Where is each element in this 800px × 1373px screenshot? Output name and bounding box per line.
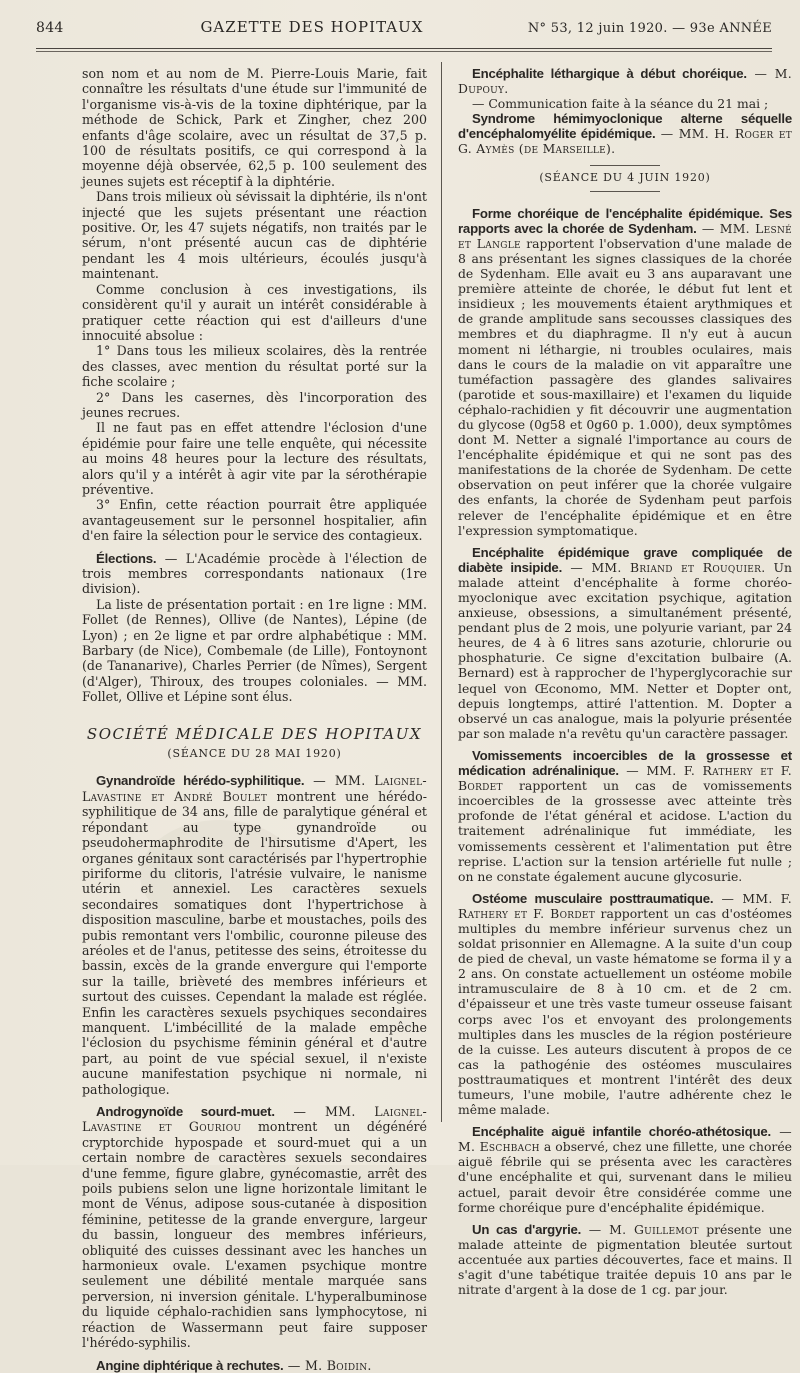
paragraph: Il ne faut pas en effet attendre l'éclosion d'une épidémie pour faire une telle enquête, qui nécessite au moins 48 heures pour la lecture des résultats, alors qu'il y a intérêt à agir vite par la sérothérapie préventive. — [82, 420, 427, 497]
article-forme-choreique — [458, 206, 792, 538]
column-divider — [441, 62, 442, 1122]
spacer — [458, 1117, 792, 1124]
article-gynandroide — [82, 773, 427, 1097]
article-text: présente une malade atteinte de pigmentation bleutée surtout accentuée aux parties découvertes, face et mains. Il s'agit d'une tabétique traitée depuis 10 ans par le nitrate d'argent à la dose de 1 cg. par jour. — [458, 1221, 792, 1298]
article-text: Un malade atteint d'encéphalite à forme choréo-myoclonique avec excitation psychique, agitation anxieuse, obsessions, a simultanément présenté, pendant plus de 2 mois, une polyurie variant, par 24 heures, de 4 à 6 litres sans azoturie, chlorurie ou phosphaturie. Ce signe d'excitation bulbaire (A. Bernard) est à rapprocher de l'hyperglycorachie sur lequel von Œconomo, MM. Netter et Dopter ont, depuis longtemps, attiré l'attention. M. Dopter a observé un cas analogue, mais la polyurie présentée par son malade n'a revêtu qu'un caractère passager. — [458, 559, 792, 741]
spacer — [82, 1351, 427, 1358]
article-text: rapportent un cas de vomissements incoercibles de la grossesse avec atteinte très profonde de l'état général et acidose. L'action du traitement adrénalinique fut immédiate, les vomissements cessèrent et l'alimentation put être reprise. L'action sur la tension artérielle fut nulle ; on ne constate également aucune glycosurie. — [458, 778, 792, 884]
article-heading: Vomissements incoercibles de la grossesse et médication adrénalinique. — [458, 747, 792, 779]
article-authors: — MM. H. Roger et G. Aymès (de Marseille). — [458, 126, 792, 157]
article-heading: Angine diphtérique à rechutes. — [96, 1357, 284, 1373]
paragraph: 1° Dans tous les milieux scolaires, dès la rentrée des classes, avec mention du résultat porté sur la fiche scolaire ; — [82, 343, 427, 390]
article-authors: — MM. Briand et Rouquier. — [562, 559, 766, 575]
paragraph: Dans trois milieux où sévissait la diphtérie, ils n'ont injecté que les sujets présentant une réaction positive. Or, les 47 sujets négatifs, non traités par le sérum, n'ont présenté aucun cas de diphtérie pendant les 4 mois ultérieurs, écoulés jusqu'à maintenant. — [82, 189, 427, 282]
header-rule — [36, 48, 772, 49]
article-authors: — M. Eschbach — [458, 1124, 792, 1155]
journal-title: GAZETTE DES HOPITAUX — [200, 18, 424, 36]
article-encephalite-grave — [458, 545, 792, 741]
page-number: 844 — [36, 20, 64, 36]
spacer — [82, 1097, 427, 1104]
paragraph: son nom et au nom de M. Pierre-Louis Marie, fait connaître les résultats d'une étude sur l'immunité de l'organisme vis-à-vis de la toxine diphtérique, par la méthode de Schick, Park et Zingher, chez 200 enfants d'âge scolaire, avec un résultat de 37,5 p. 100 de résultats positifs, ce qui correspond à la moyenne déjà observée, 62,5 p. 100 seulement des jeunes sujets est réceptif à la diphtérie. — [82, 66, 427, 189]
article-text: rapportent un cas d'ostéomes multiples du membre inférieur survenus chez un soldat prisonnier en Allemagne. A la suite d'un coup de pied de cheval, un vaste hématome se forma il y a 2 ans. On constate actuellement un ostéome mobile intramusculaire de 8 à 10 cm. et de 2 cm. d'épaisseur et une très vaste tumeur osseuse faisant corps avec l'os et envoyant des prolongements multiples dans les muscles de la région postérieure de la cuisse. Les auteurs discutent à propos de ce cas la pathogénie des ostéomes musculaires posttraumatiques et montrent l'intérêt des deux tumeurs, l'une mobile, l'autre adhérente chez le même malade. — [458, 905, 792, 1118]
article-syndrome — [458, 111, 792, 156]
paragraph: La liste de présentation portait : en 1re ligne : MM. Follet (de Rennes), Ollive (de Nantes), Lépine (de Lyon) ; en 2e ligne et par ordre alphabétique : MM. Barbary (de Nice), Combemale (de Lille), Fontoynont (de Tananarive), Charles Perrier (de Nîmes), Sergent (d'Alger), Thiroux, des troupes coloniales. — MM. Follet, Ollive et Lépine sont élus. — [82, 596, 427, 705]
article-angine — [82, 1358, 427, 1373]
paragraph: Comme conclusion à ces investigations, ils considèrent qu'il y aurait un intérêt considérable à pratiquer cette réaction qui est d'ailleurs d'une innocuité absolue : — [82, 281, 427, 343]
article-argyrie — [458, 1222, 792, 1297]
spacer — [458, 884, 792, 891]
elections-text: — L'Académie procède à l'élection de trois membres correspondants nationaux (1re division). — [82, 550, 427, 597]
article-encephalite-aigue — [458, 1124, 792, 1215]
article-heading: Syndrome hémimyoclonique alterne séquelle d'encéphalomyélite épidémique. — [458, 111, 792, 142]
article-authors: — MM. Laignel-Lavastine et Gouriou — [82, 1104, 427, 1135]
article-authors: — M. Dupouy. — [458, 66, 792, 97]
session-date: (SÉANCE DU 4 JUIN 1920) — [539, 170, 711, 184]
spacer — [458, 538, 792, 545]
elections-paragraph — [82, 551, 427, 597]
header-rule-double — [36, 51, 772, 52]
elections-heading: Élections. — [96, 550, 157, 566]
spacer — [82, 544, 427, 551]
article-authors: — MM. F. Rathery et F. Bordet — [458, 763, 792, 794]
article-text: a observé, chez une fillette, une chorée aiguë fébrile qui se présenta avec les caractères d'une encéphalite et qui, survenant dans le milieu actuel, parait devoir être considérée comme une forme choréique pure d'encéphalite épidémique. — [458, 1139, 792, 1215]
article-heading: Forme choréique de l'encéphalite épidémique. Ses rapports avec la chorée de Sydenham. — [458, 205, 792, 236]
article-authors: — M. Boidin. — [283, 1357, 372, 1373]
spacer — [458, 1215, 792, 1222]
spacer — [82, 761, 427, 773]
article-authors: — MM. Laignel-Lavastine et André Boulet — [82, 773, 427, 804]
paragraph: — Communication faite à la séance du 21 mai ; — [472, 96, 769, 112]
article-heading: Encéphalite épidémique grave compliquée de diabète insipide. — [458, 544, 792, 575]
paragraph: 2° Dans les casernes, dès l'incorporation des jeunes recrues. — [82, 389, 427, 420]
article-androgynoide — [82, 1104, 427, 1351]
article-authors: — MM. F. Rathery et F. Bordet — [458, 890, 792, 921]
article-heading: Encéphalite léthargique à début choréique. — [472, 66, 747, 81]
article-heading: Gynandroïde hérédo-syphilitique. — [96, 773, 305, 789]
article-text: montrent une hérédo-syphilitique de 34 ans, fille de paralytique général et répondant au type gynandroïde ou pseudohermaphrodite de l'hirsutisme d'Apert, les organes génitaux sont caractérisés par l'hypertrophie piriforme du clitoris, l'atrésie vulvaire, le nanisme utérin et annexiel. Les caractères sexuels secondaires somatiques dont l'hypertrichose à disposition masculine, barbe et moustaches, poils des pubis remontant vers l'ombilic, couronne pileuse des aréoles et de l'anus, petitesse des seins, étroitesse du bassin, excès de la grande envergure qui l'emporte sur la taille, brièveté des membres inférieurs et surtout des cuisses. Cependant la malade est réglée. Enfin les caractères sexuels psychiques secondaires manquent. L'imbécillité de la malade empêche l'éclosion du psychisme féminin général et d'autre part, au point de vue spécial sexuel, il n'existe aucune manifestation psychique ni normale, ni pathologique. — [82, 788, 428, 1097]
spacer — [458, 741, 792, 748]
article-vomissements — [458, 748, 792, 884]
article-encephalite-lethargique — [458, 66, 792, 96]
article-heading: Encéphalite aiguë infantile choréo-athétosique. — [472, 1124, 771, 1140]
article-text: montrent un dégénéré cryptorchide hypospade et sourd-muet qui a un certain nombre de caractères sexuels secondaires d'une femme, figure glabre, gynécomastie, arrêt des poils pubiens selon une ligne horizontale limitant le mont de Vénus, adipose sous-cutanée à disposition féminine, petitesse de la grande envergure, largeur du bassin, longueur des membres inférieurs, obliquité des cuisses dessinant avec les hanches un harmonieux ovale. L'examen psychique montre seulement une débilité mentale marquée sans perversion, ni inversion génitale. L'hyperalbuminose du liquide céphalo-rachidien sans lymphocytose, ni réaction de Wassermann peut faire supposer l'hérédo-syphilis. — [82, 1119, 427, 1351]
paragraph: 3° Enfin, cette réaction pourrait être appliquée avantageusement sur le personnel hospitalier, afin d'en faire la sélection pour le service des contagieux. — [82, 497, 427, 544]
article-authors: — M. Guillemot — [581, 1221, 699, 1237]
society-title: SOCIÉTÉ MÉDICALE DES HOPITAUX — [86, 724, 423, 743]
article-osteome — [458, 891, 792, 1117]
issue-info: N° 53, 12 juin 1920. — 93e ANNÉE — [527, 21, 772, 36]
article-text: rapportent l'observation d'une malade de 8 ans présentant les signes classiques de la chorée de Sydenham. Elle avait eu 3 ans auparavant une première atteinte de chorée, le début fut lent et insidieux ; les mouvements étaient arythmiques et de grande amplitude sans secousses classiques des membres et du diaphragme. Il n'y eut à aucun moment ni léthargie, ni troubles oculaires, mais dans le cours de la maladie on vit apparaître une tuméfaction passagère des glandes salivaires (parotide et sous-maxillaire) et l'examen du liquide céphalo-rachidien y fit découvrir une augmentation du glycose (0g58 et 0g60 p. 1.000), deux symptômes dont M. Netter a signalé l'importance au cours de l'encéphalite épidémique et qui ne sont pas des manifestations de la chorée de Sydenham. De cette observation on peut inférer que la chorée vulgaire des enfants, la chorée de Sydenham peut parfois relever de l'encéphalite épidémique et en être l'expression symptomatique. — [458, 235, 792, 538]
section-rule — [590, 191, 660, 192]
article-heading: Androgynoïde sourd-muet. — [96, 1104, 275, 1119]
section-rule — [590, 165, 660, 166]
article-authors: — MM. Lesné et Langle — [458, 220, 793, 251]
article-heading: Ostéome musculaire posttraumatique. — [472, 890, 714, 906]
society-session: (SÉANCE DU 28 MAI 1920) — [167, 747, 342, 761]
article-heading: Un cas d'argyrie. — [472, 1221, 582, 1237]
right-column — [458, 66, 792, 1297]
page-header — [36, 18, 772, 46]
left-column — [82, 66, 427, 1373]
